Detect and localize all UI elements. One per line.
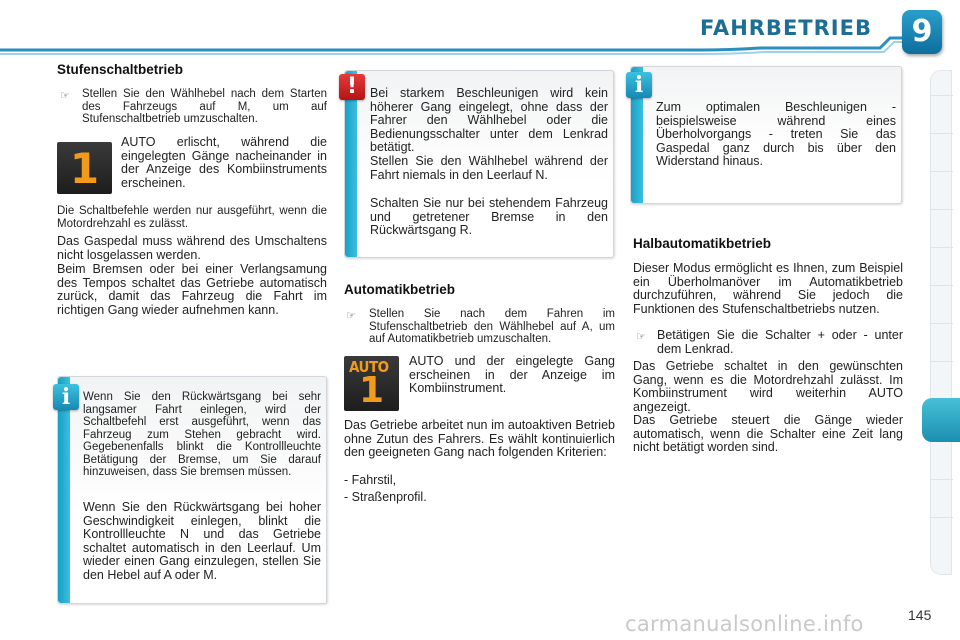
info-box-bar: [58, 377, 70, 603]
auto-description: AUTO erlischt, während die eingelegten Gänge nacheinander in der Anzeige des Kombiinstruments erscheinen.: [121, 135, 327, 190]
warning-icon: !: [339, 74, 365, 100]
list-item: - Straßenprofil.: [344, 490, 427, 504]
paragraph: Das Getriebe schaltet in den gewünschten Gang, wenn es die Motordrehzahl zulässt. Im Kombiinstrument wird weiterhin AUTO angezeigt.: [633, 359, 903, 414]
gear-display-image: [57, 142, 112, 194]
info-paragraph: Wenn Sie den Rückwärtsgang bei hoher Geschwindigkeit einlegen, blinkt die Kontrollleuchte N und das Getriebe schaltet automatisch in den Leerlauf. Um wieder einen Gang einzulegen, stellen Sie den Hebel auf A oder M.: [83, 500, 321, 582]
bullet-text: Betätigen Sie die Schalter + oder - unter dem Lenkrad.: [657, 328, 903, 356]
info-icon: i: [626, 72, 652, 98]
hand-pointer-icon: ☞: [346, 310, 356, 322]
info-icon: i: [53, 384, 79, 410]
warning-paragraph: Bei starkem Beschleunigen wird kein höherer Gang eingelegt, ohne dass der Fahrer den Wählhebel oder die Bedienungsschalter unter dem Lenkrad betätigt.: [370, 86, 608, 154]
warning-box: [344, 70, 614, 258]
info-paragraph: Wenn Sie den Rückwärtsgang bei sehr langsamer Fahrt einlegen, wird der Schaltbefehl erst ausgeführt, wenn das Fahrzeug zum Stehen gebracht wird. Gegebenenfalls blinkt die Kontrollleuchte Betätigung der Bremse, um Sie darauf hinzuweisen, dass Sie bremsen müssen.: [83, 391, 321, 478]
page-number: 145: [908, 607, 932, 623]
info-paragraph: Zum optimalen Beschleunigen - beispielsweise während eines Überholvorgangs - treten Sie das Gaspedal ganz durch bis über den Widerstand hinaus.: [656, 100, 896, 168]
chapter-badge: 9: [902, 10, 942, 54]
warning-paragraph: Stellen Sie den Wählhebel während der Fahrt niemals in den Leerlauf N.: [370, 154, 608, 182]
gear-auto-label: AUTO: [349, 358, 389, 376]
auto-description: AUTO und der eingelegte Gang erscheinen in der Anzeige im Kombiinstrument.: [409, 354, 615, 395]
paragraph: Das Gaspedal muss während des Umschaltens nicht losgelassen werden.: [57, 234, 327, 262]
hand-pointer-icon: ☞: [60, 90, 70, 102]
watermark: carmanualsonline.info: [625, 612, 864, 636]
chapter-thumb-tabs: [930, 70, 952, 575]
list-item: - Fahrstil,: [344, 473, 397, 487]
section-heading-automatikbetrieb: Automatikbetrieb: [344, 282, 456, 297]
paragraph: Beim Bremsen oder bei einer Verlangsamung des Tempos schaltet das Getriebe automatisch zurück, damit das Fahrzeug die Fahrt im richtigen Gang wieder aufnehmen kann.: [57, 262, 327, 317]
gear-number: 1: [358, 370, 385, 411]
paragraph: Dieser Modus ermöglicht es Ihnen, zum Beispiel ein Überholmanöver im Automatikbetrieb durchzuführen, während Sie jedoch die Funktionen des Stufenschaltbetriebs nutzen.: [633, 261, 903, 316]
gear-display-image: [344, 356, 399, 411]
info-box: [57, 376, 327, 604]
info-box: [630, 66, 902, 204]
paragraph: Das Getriebe steuert die Gänge wieder automatisch, wenn die Schalter eine Zeit lang nicht betätigt worden sind.: [633, 413, 903, 454]
bullet-text: Stellen Sie nach dem Fahren im Stufenschaltbetrieb den Wählhebel auf A, um auf Automatikbetrieb umzuschalten.: [369, 308, 615, 345]
active-chapter-tab[interactable]: [922, 398, 960, 442]
bullet-text: Stellen Sie den Wählhebel nach dem Starten des Fahrzeugs auf M, um auf Stufenschaltbetrieb umzuschalten.: [82, 88, 327, 125]
warning-paragraph: Schalten Sie nur bei stehendem Fahrzeug und getretener Bremse in den Rückwärtsgang R.: [370, 196, 608, 237]
page-title: FAHRBETRIEB: [700, 16, 872, 40]
section-heading-stufenschaltbetrieb: Stufenschaltbetrieb: [57, 62, 184, 77]
paragraph: Das Getriebe arbeitet nun im autoaktiven Betrieb ohne Zutun des Fahrers. Es wählt kontinuierlich den geeigneten Gang nach folgenden Kriterien:: [344, 418, 615, 459]
section-heading-halbautomatikbetrieb: Halbautomatikbetrieb: [633, 236, 772, 251]
hand-pointer-icon: ☞: [636, 331, 646, 343]
paragraph: Die Schaltbefehle werden nur ausgeführt, wenn die Motordrehzahl es zulässt.: [57, 205, 327, 230]
gear-number: 1: [69, 144, 100, 193]
